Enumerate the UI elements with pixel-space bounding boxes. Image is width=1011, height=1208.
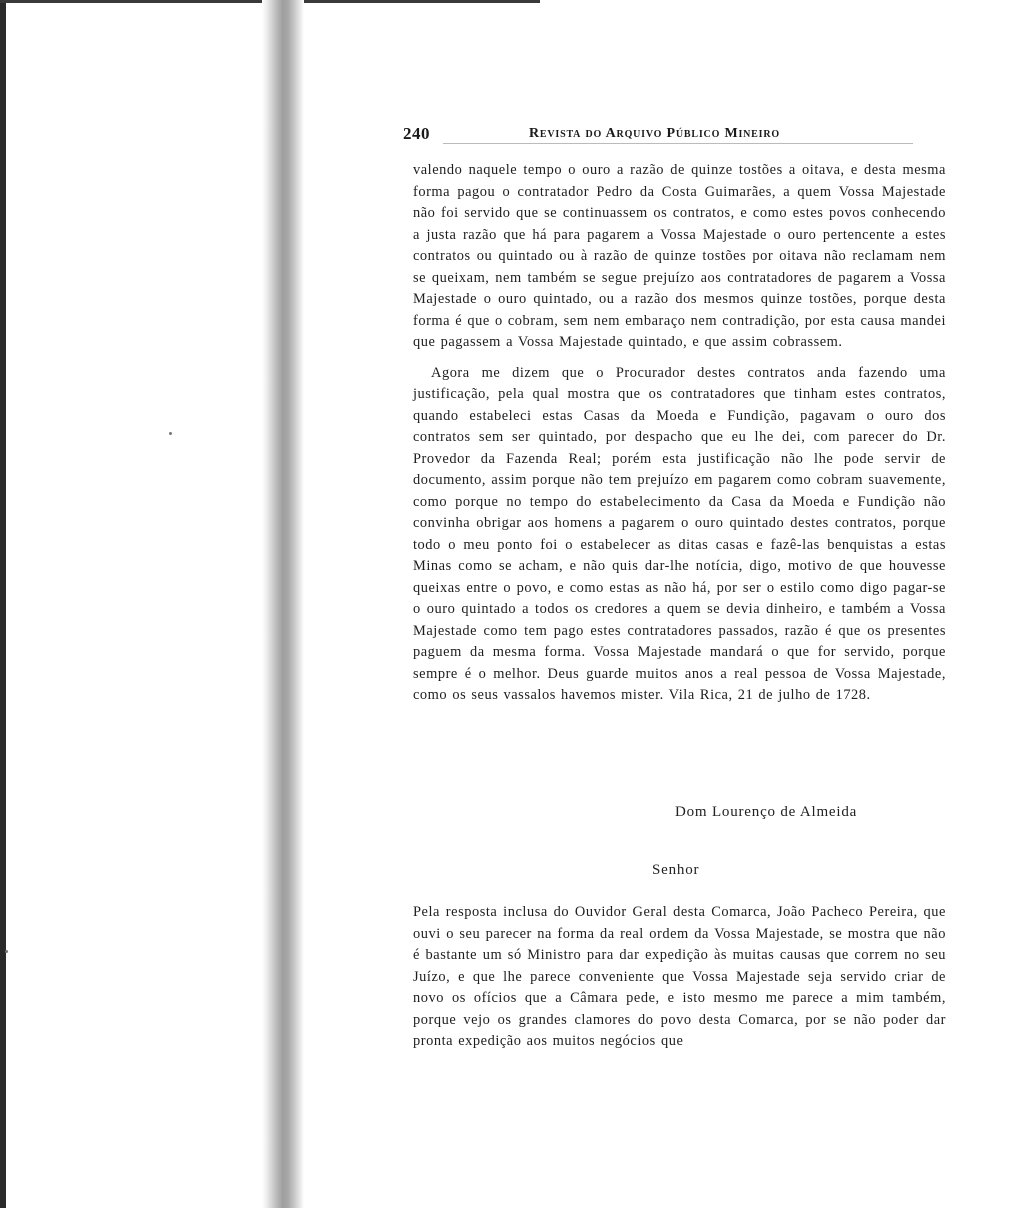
letter-body — [413, 902, 946, 1053]
running-title: Revista do Arquivo Público Mineiro — [529, 126, 780, 141]
signature-line: Dom Lourenço de Almeida — [675, 804, 858, 820]
paragraph: valendo naquele tempo o ouro a razão de quinze tostões a oitava, e desta mesma forma pagou o contratador Pedro da Costa Guimarães, a quem Vossa Majestade não foi servido que se continuassem os contratos, e como estes povos conhecendo a justa razão que há para pagarem a Vossa Majestade o ouro pertencente a estes contratos ou quintado ou à razão de quinze tostões por oitava não reclamam nem se queixam, nem também se segue prejuízo aos contratadores de pagarem a Vossa Majestade o ouro quintado, ou a razão dos mesmos quinze tostões, porque desta forma é que o cobram, sem nem embaraço nem contradição, por esta causa mandei que pagassem a Vossa Majestade quintado, e que assim cobrassem. — [413, 162, 946, 350]
letter-body — [413, 160, 946, 707]
scan-speck — [169, 432, 172, 435]
scan-speck — [5, 950, 8, 953]
salutation: Senhor — [652, 862, 700, 878]
paragraph-gap — [413, 354, 946, 363]
page-header — [403, 124, 943, 150]
page-number: 240 — [403, 124, 430, 143]
paragraph: Agora me dizem que o Procurador destes contratos anda fazendo uma justificação, pela qual mostra que os contratadores que tinham estes contratos, quando estabeleci estas Casas da Moeda e Fundição, pagavam o ouro dos contratos sem ser quintado, por despacho que eu lhe dei, com parecer do Dr. Provedor da Fazenda Real; porém esta justificação não lhe pode servir de documento, assim porque não tem prejuízo em pagarem como cobram suavemente, como porque no tempo do estabelecimento da Casa da Moeda e Fundição não convinha obrigar aos homens a pagarem o ouro quintado destes contratos, porque todo o meu ponto foi o estabelecer as ditas casas e fazê-las benquistas a estas Minas como se acham, e não quis dar-lhe notícia, digo, motivo de que houvesse queixas entre o povo, e como estas as não há, por ser o estilo como digo pagar-se o ouro quintado a todos os credores a quem se devia dinheiro, e também a Vossa Majestade como tem pago estes contratadores passados, razão é que os presentes paguem da mesma forma. Vossa Majestade mandará o que for servido, porque sempre é o melhor. Deus guarde muitos anos a real pessoa de Vossa Majestade, como os seus vassalos havemos mister. Vila Rica, 21 de julho de 1728. — [413, 364, 946, 703]
scan-left-edge — [0, 0, 6, 1208]
paragraph: Pela resposta inclusa do Ouvidor Geral desta Comarca, João Pacheco Pereira, que ouvi o seu parecer na forma da real ordem da Vossa Majestade, se mostra que não é bastante um só Ministro para dar expedição às muitas causas que correm no seu Juízo, e que lhe parece conveniente que Vossa Majestade seja servido criar de novo os ofícios que a Câmara pede, e isto mesmo me parece a mim também, porque vejo os grandes clamores do povo desta Comarca, por se não poder dar pronta expedição aos muitos negócios que — [413, 904, 946, 1049]
header-rule — [443, 143, 913, 144]
book-spine-shadow — [262, 0, 304, 1208]
